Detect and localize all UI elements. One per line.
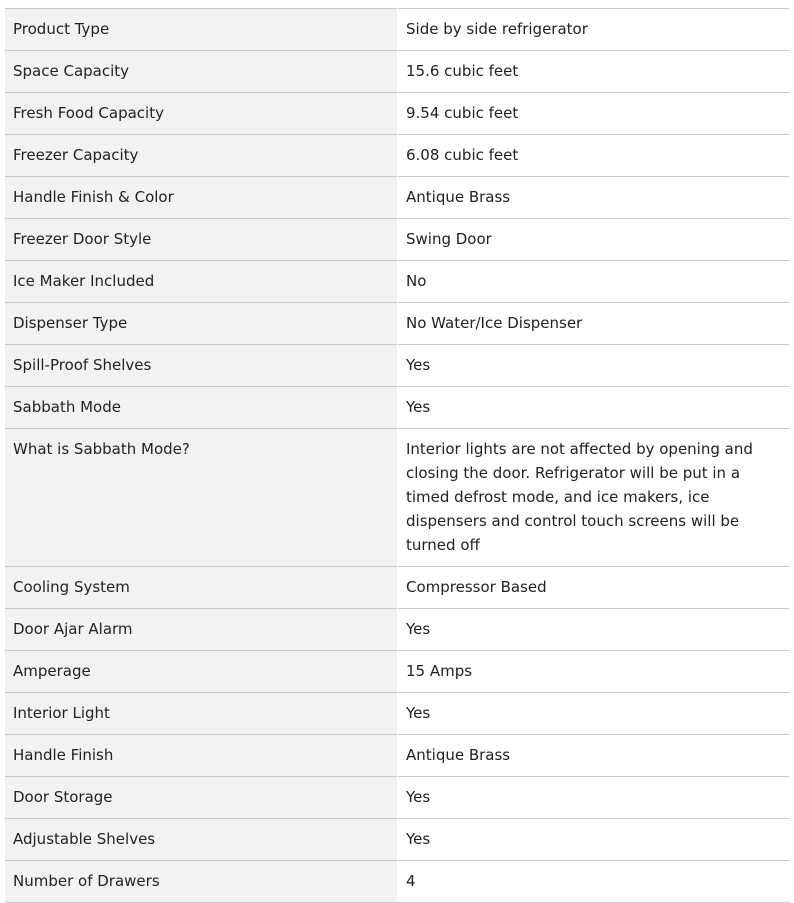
spec-label: Number of Drawers — [5, 861, 398, 903]
spec-row — [5, 177, 789, 219]
spec-label: Door Ajar Alarm — [5, 609, 398, 651]
spec-label: Handle Finish — [5, 735, 398, 777]
spec-label: Space Capacity — [5, 51, 398, 93]
spec-value: Swing Door — [398, 219, 790, 261]
spec-row — [5, 219, 789, 261]
spec-value: 15.6 cubic feet — [398, 51, 790, 93]
spec-value: Yes — [398, 777, 790, 819]
spec-row — [5, 345, 789, 387]
spec-row — [5, 735, 789, 777]
spec-row — [5, 51, 789, 93]
spec-label: Ice Maker Included — [5, 261, 398, 303]
spec-row — [5, 261, 789, 303]
spec-label: Handle Finish & Color — [5, 177, 398, 219]
spec-label: Sabbath Mode — [5, 387, 398, 429]
spec-label: Spill-Proof Shelves — [5, 345, 398, 387]
spec-row — [5, 303, 789, 345]
spec-value: 6.08 cubic feet — [398, 135, 790, 177]
specifications-table-body — [5, 9, 789, 903]
spec-label: Product Type — [5, 9, 398, 51]
spec-row — [5, 387, 789, 429]
spec-value: Yes — [398, 819, 790, 861]
spec-label: Freezer Door Style — [5, 219, 398, 261]
spec-label: Cooling System — [5, 567, 398, 609]
spec-row — [5, 9, 789, 51]
spec-value: 4 — [398, 861, 790, 903]
spec-value: Compressor Based — [398, 567, 790, 609]
spec-label: Door Storage — [5, 777, 398, 819]
spec-row — [5, 777, 789, 819]
spec-value: Yes — [398, 387, 790, 429]
spec-value: Yes — [398, 345, 790, 387]
spec-value: Side by side refrigerator — [398, 9, 790, 51]
spec-value: Yes — [398, 693, 790, 735]
spec-label: Interior Light — [5, 693, 398, 735]
spec-label: Fresh Food Capacity — [5, 93, 398, 135]
spec-value: 15 Amps — [398, 651, 790, 693]
spec-value: 9.54 cubic feet — [398, 93, 790, 135]
spec-value: No — [398, 261, 790, 303]
spec-label: Freezer Capacity — [5, 135, 398, 177]
spec-label: Amperage — [5, 651, 398, 693]
spec-row — [5, 93, 789, 135]
spec-label: Dispenser Type — [5, 303, 398, 345]
spec-row — [5, 819, 789, 861]
spec-row — [5, 609, 789, 651]
spec-row — [5, 429, 789, 567]
spec-value: Antique Brass — [398, 177, 790, 219]
spec-label: Adjustable Shelves — [5, 819, 398, 861]
spec-value: Antique Brass — [398, 735, 790, 777]
spec-label: What is Sabbath Mode? — [5, 429, 398, 567]
spec-row — [5, 651, 789, 693]
spec-value: Yes — [398, 609, 790, 651]
spec-value: Interior lights are not affected by opening and closing the door. Refrigerator will be put in a timed defrost mode, and ice makers, ice dispensers and control touch screens will be turned off — [398, 429, 790, 567]
spec-row — [5, 567, 789, 609]
spec-row — [5, 135, 789, 177]
spec-row — [5, 861, 789, 903]
spec-row — [5, 693, 789, 735]
spec-value: No Water/Ice Dispenser — [398, 303, 790, 345]
specifications-table — [5, 8, 789, 903]
